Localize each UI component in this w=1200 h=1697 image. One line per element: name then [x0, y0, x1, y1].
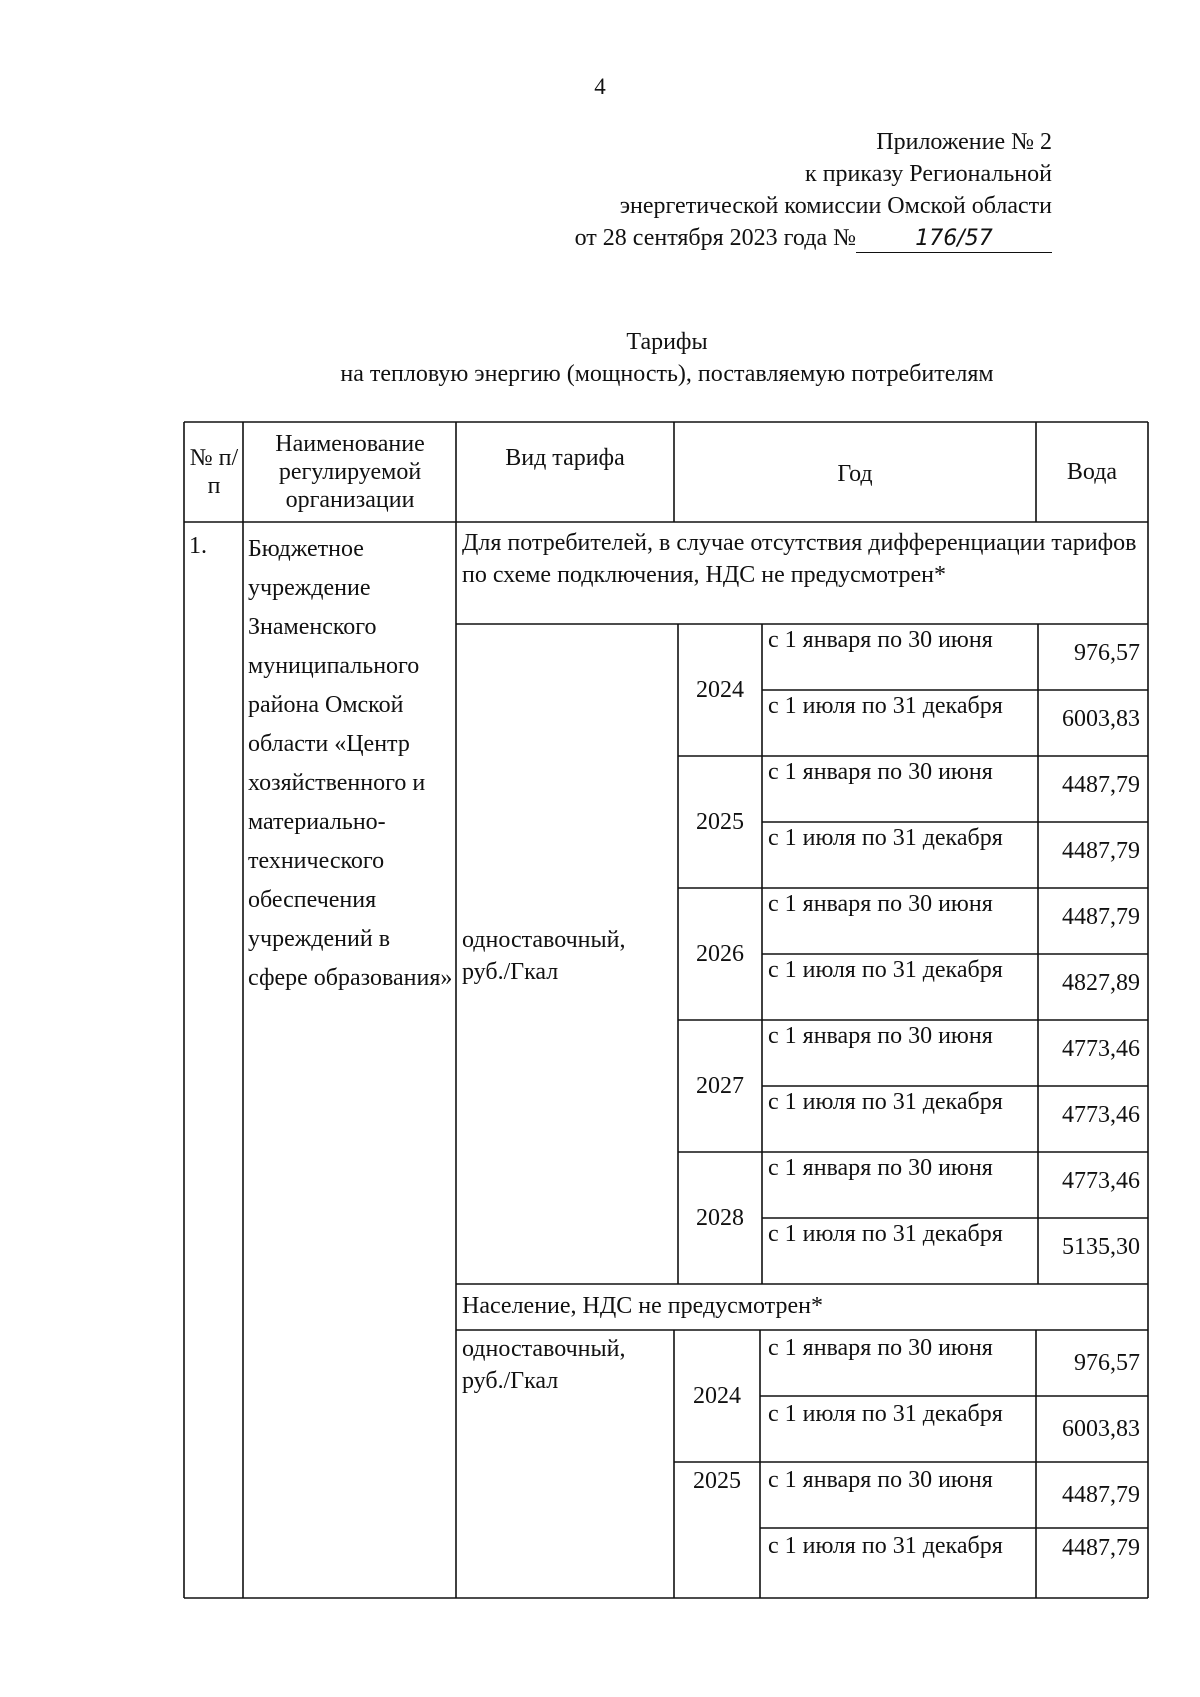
order-number: 176/57 [856, 226, 1052, 253]
appendix-line-1: Приложение № 2 [876, 129, 1052, 155]
header-water: Вода [1066, 459, 1118, 485]
year-2026: 2026 [696, 941, 744, 967]
period-h1: с 1 января по 30 июня [768, 627, 993, 653]
value-2026-h2: 4827,89 [1062, 970, 1140, 996]
section-1-tariff-type: одноставочный, руб./Гкал [462, 927, 626, 985]
value-2025-h2: 4487,79 [1062, 838, 1140, 864]
period-h2: с 1 июля по 31 декабря [768, 1089, 1003, 1115]
period-h2: с 1 июля по 31 декабря [768, 957, 1003, 983]
year-2028: 2028 [696, 1205, 744, 1231]
period-h2: с 1 июля по 31 декабря [768, 1401, 1003, 1427]
appendix-line-2: к приказу Региональной [805, 161, 1052, 187]
header-year: Год [837, 461, 873, 487]
value-2025-h1: 4487,79 [1062, 1482, 1140, 1508]
row-number: 1. [189, 533, 207, 559]
period-h2: с 1 июля по 31 декабря [768, 693, 1003, 719]
value-2028-h1: 4773,46 [1062, 1168, 1140, 1194]
period-h1: с 1 января по 30 июня [768, 759, 993, 785]
value-2024-h2: 6003,83 [1062, 1416, 1140, 1442]
period-h1: с 1 января по 30 июня [768, 891, 993, 917]
value-2024-h1: 976,57 [1074, 640, 1140, 666]
year-2024: 2024 [693, 1383, 741, 1409]
section-2-tariff-type: одноставочный, руб./Гкал [462, 1336, 626, 1394]
section-2-title: Население, НДС не предусмотрен* [462, 1293, 823, 1319]
organization-name: Бюджетное учреждение Знаменского муниципального района Омской области «Центр хозяйственного и материально-технического обеспечения учреждений в сфере образования» [248, 536, 453, 991]
header-organization: Наименование регулируемой организации [275, 431, 425, 513]
value-2027-h1: 4773,46 [1062, 1036, 1140, 1062]
value-2025-h2: 4487,79 [1062, 1535, 1140, 1561]
year-2025: 2025 [696, 809, 744, 835]
period-h1: с 1 января по 30 июня [768, 1023, 993, 1049]
value-2025-h1: 4487,79 [1062, 772, 1140, 798]
value-2026-h1: 4487,79 [1062, 904, 1140, 930]
order-date: от 28 сентября 2023 года № [574, 225, 856, 251]
period-h1: с 1 января по 30 июня [768, 1155, 993, 1181]
year-2027: 2027 [696, 1073, 744, 1099]
page-number: 4 [594, 74, 606, 99]
year-2025: 2025 [693, 1468, 741, 1494]
period-h2: с 1 июля по 31 декабря [768, 1533, 1003, 1559]
value-2027-h2: 4773,46 [1062, 1102, 1140, 1128]
period-h2: с 1 июля по 31 декабря [768, 825, 1003, 851]
appendix-line-3: энергетической комиссии Омской области [619, 193, 1052, 219]
section-1-title: Для потребителей, в случае отсутствия дифференциации тарифов по схеме подключения, НДС не предусмотрен* [462, 530, 1137, 588]
title-line-2: на тепловую энергию (мощность), поставляемую потребителям [340, 361, 994, 387]
period-h2: с 1 июля по 31 декабря [768, 1221, 1003, 1247]
value-2024-h1: 976,57 [1074, 1350, 1140, 1376]
year-2024: 2024 [696, 677, 744, 703]
title-line-1: Тарифы [626, 329, 708, 355]
period-h1: с 1 января по 30 июня [768, 1467, 993, 1493]
header-tariff-type: Вид тарифа [505, 445, 625, 471]
period-h1: с 1 января по 30 июня [768, 1335, 993, 1361]
value-2024-h2: 6003,83 [1062, 706, 1140, 732]
header-num: № п/п [189, 445, 239, 499]
value-2028-h2: 5135,30 [1062, 1234, 1140, 1260]
